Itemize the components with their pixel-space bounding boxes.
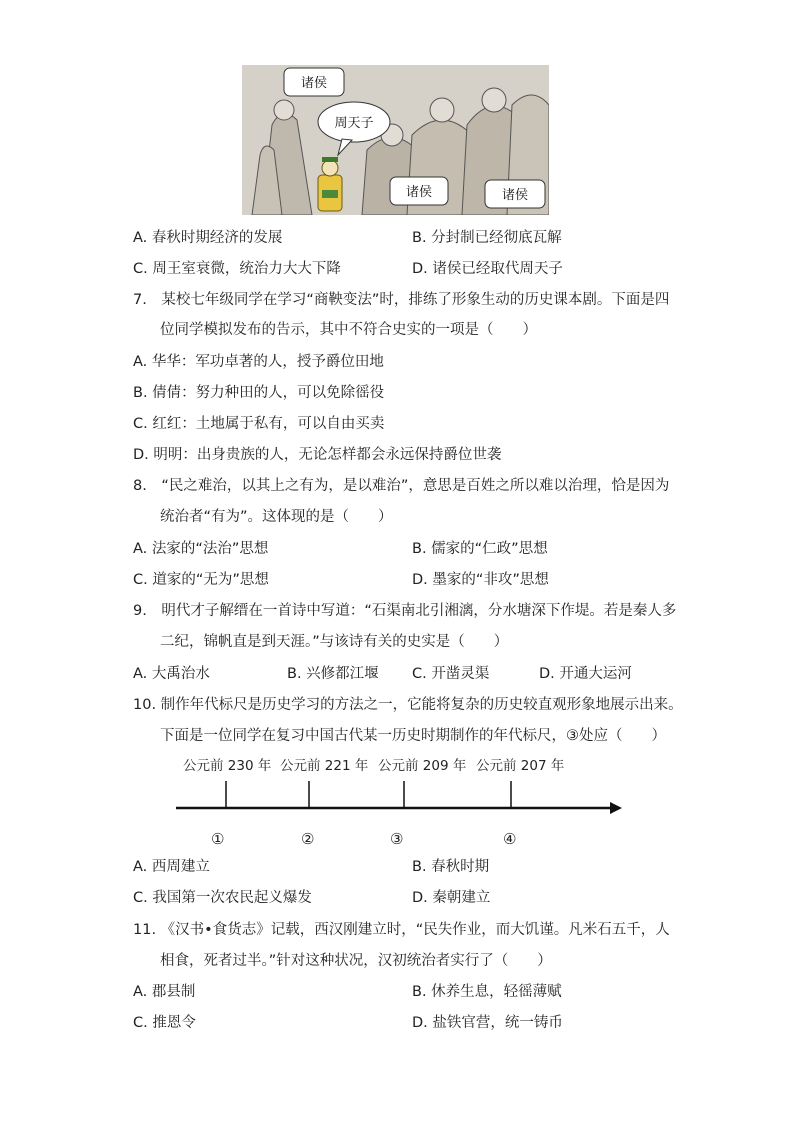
q11-stem-line1: 11. 《汉书•食货志》记载，西汉刚建立时，“民失作业，而大饥谨。凡米石五千，人 [133,922,670,938]
q8-option-b[interactable]: B. 儒家的“仁政”思想 [412,541,548,557]
q8-option-c[interactable]: C. 道家的“无为”思想 [133,572,269,588]
timeline-label-230: 公元前 230 年 [183,758,272,774]
q8-stem-line2: 统治者“有为”。这体现的是（ ） [160,509,393,525]
q7-option-a[interactable]: A. 华华：军功卓著的人，授予爵位田地 [133,354,384,370]
q10-option-a[interactable]: A. 西周建立 [133,859,210,875]
q10-option-c[interactable]: C. 我国第一次农民起义爆发 [133,890,312,906]
svg-text:诸侯: 诸侯 [300,76,328,91]
q6-option-c[interactable]: C. 周王室衰微，统治力大大下降 [133,261,341,277]
bubble-zhuhou-2 [390,177,448,205]
q7-stem-line2: 位同学模拟发布的告示，其中不符合史实的一项是（ ） [160,322,537,338]
q11-stem-line2: 相食，死者过半。”针对这种状况，汉初统治者实行了（ ） [160,953,552,969]
bubble-zhuhou-3 [485,180,545,208]
q8-option-d[interactable]: D. 墨家的“非攻”思想 [412,572,549,588]
q9-option-d[interactable]: D. 开通大运河 [539,666,632,682]
timeline-label-209: 公元前 209 年 [378,758,467,774]
timeline-label-221: 公元前 221 年 [280,758,369,774]
q9-option-b[interactable]: B. 兴修都江堰 [287,666,379,682]
timeline-mark-1: ① [211,830,225,848]
q7-stem-line1: 7. 某校七年级同学在学习“商鞅变法”时，排练了形象生动的历史课本剧。下面是四 [133,292,670,308]
cartoon-drawing [242,65,549,215]
q9-option-c[interactable]: C. 开凿灵渠 [412,666,490,682]
q9-stem-line1: 9. 明代才子解缙在一首诗中写道：“石渠南北引湘漓，分水塘深下作堤。若是秦人多 [133,603,677,619]
q6-option-a[interactable]: A. 春秋时期经济的发展 [133,230,283,246]
svg-text:诸侯: 诸侯 [501,188,529,203]
q10-stem-line2: 下面是一位同学在复习中国古代某一历史时期制作的年代标尺，③处应（ ） [160,728,666,744]
q7-option-d[interactable]: D. 明明：出身贵族的人，无论怎样都会永远保持爵位世袭 [133,447,502,463]
q6-option-b[interactable]: B. 分封制已经彻底瓦解 [412,230,562,246]
svg-text:周天子: 周天子 [334,116,374,131]
timeline-axis [170,778,630,818]
q8-option-a[interactable]: A. 法家的“法治”思想 [133,541,269,557]
q10-option-b[interactable]: B. 春秋时期 [412,859,490,875]
q11-option-c[interactable]: C. 推恩令 [133,1015,196,1031]
svg-text:诸侯: 诸侯 [405,185,433,200]
q9-stem-line2: 二纪，锦帆直是到天涯。”与该诗有关的史实是（ ） [160,634,509,650]
q11-option-b[interactable]: B. 休养生息，轻徭薄赋 [412,984,562,1000]
timeline-label-207: 公元前 207 年 [476,758,565,774]
q10-stem-line1: 10. 制作年代标尺是历史学习的方法之一，它能将复杂的历史较直观形象地展示出来。 [133,697,683,713]
q11-option-a[interactable]: A. 郡县制 [133,984,196,1000]
q10-option-d[interactable]: D. 秦朝建立 [412,890,491,906]
cartoon-illustration [242,65,549,215]
q7-option-b[interactable]: B. 倩倩：努力种田的人，可以免除徭役 [133,385,385,401]
timeline-mark-3: ③ [390,830,404,848]
bubble-zhuhou-1 [284,68,344,96]
timeline-mark-4: ④ [503,830,517,848]
q9-option-a[interactable]: A. 大禹治水 [133,666,210,682]
q6-option-d[interactable]: D. 诸侯已经取代周天子 [412,261,563,277]
q7-option-c[interactable]: C. 红红：土地属于私有，可以自由买卖 [133,416,385,432]
q8-stem-line1: 8. “民之难治，以其上之有为，是以难治”，意思是百姓之所以难以治理，恰是因为 [133,478,670,494]
q11-option-d[interactable]: D. 盐铁官营，统一铸币 [412,1015,563,1031]
timeline-mark-2: ② [301,830,315,848]
